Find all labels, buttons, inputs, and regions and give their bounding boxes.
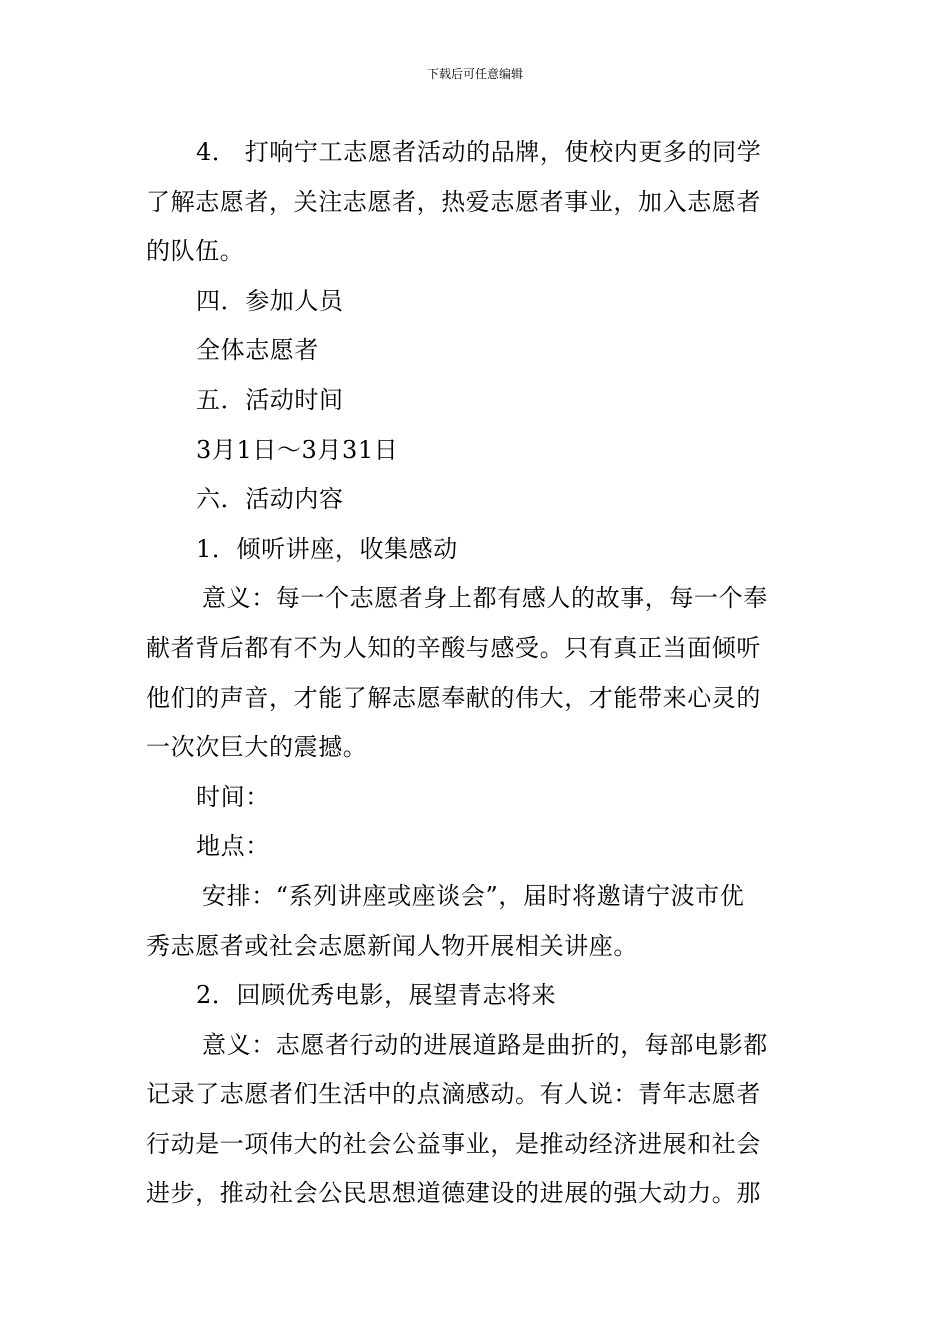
paragraph-line: 全体志愿者 — [196, 336, 319, 365]
subsection-heading: 2．回顾优秀电影，展望青志将来 — [196, 981, 557, 1010]
paragraph-line: 一次次巨大的震撼。 — [146, 733, 368, 762]
paragraph-line: 进步，推动社会公民思想道德建设的进展的强大动力。那 — [146, 1179, 761, 1208]
section-heading: 六．活动内容 — [196, 485, 344, 514]
subsection-heading: 1．倾听讲座，收集感动 — [196, 534, 458, 563]
paragraph-line: 他们的声音，才能了解志愿奉献的伟大，才能带来心灵的 — [146, 683, 761, 712]
section-heading: 四．参加人员 — [196, 286, 344, 315]
page-header: 下载后可任意编辑 — [426, 67, 523, 81]
paragraph-line: 安排：“系列讲座或座谈会”，届时将邀请宁波市优 — [202, 881, 745, 910]
paragraph-line: 行动是一项伟大的社会公益事业，是推动经济进展和社会 — [146, 1129, 761, 1158]
paragraph-line: 意义：每一个志愿者身上都有感人的故事，每一个奉 — [202, 584, 768, 613]
paragraph-line: 的队伍。 — [146, 237, 245, 266]
paragraph-line: 时间： — [196, 782, 270, 811]
paragraph-line: 3月1日～3月31日 — [196, 435, 399, 464]
paragraph-line: 记录了志愿者们生活中的点滴感动。有人说：青年志愿者 — [146, 1080, 761, 1109]
paragraph-line: 献者背后都有不为人知的辛酸与感受。只有真正当面倾听 — [146, 633, 761, 662]
paragraph-line: 地点： — [196, 832, 270, 861]
document-body — [146, 128, 806, 1219]
paragraph-line: 4． 打响宁工志愿者活动的品牌，使校内更多的同学 — [196, 138, 762, 166]
paragraph-line: 意义：志愿者行动的进展道路是曲折的，每部电影都 — [202, 1030, 768, 1059]
paragraph-line: 秀志愿者或社会志愿新闻人物开展相关讲座。 — [146, 931, 638, 960]
section-heading: 五．活动时间 — [196, 385, 344, 414]
paragraph-line: 了解志愿者，关注志愿者，热爱志愿者事业，加入志愿者 — [146, 187, 761, 216]
